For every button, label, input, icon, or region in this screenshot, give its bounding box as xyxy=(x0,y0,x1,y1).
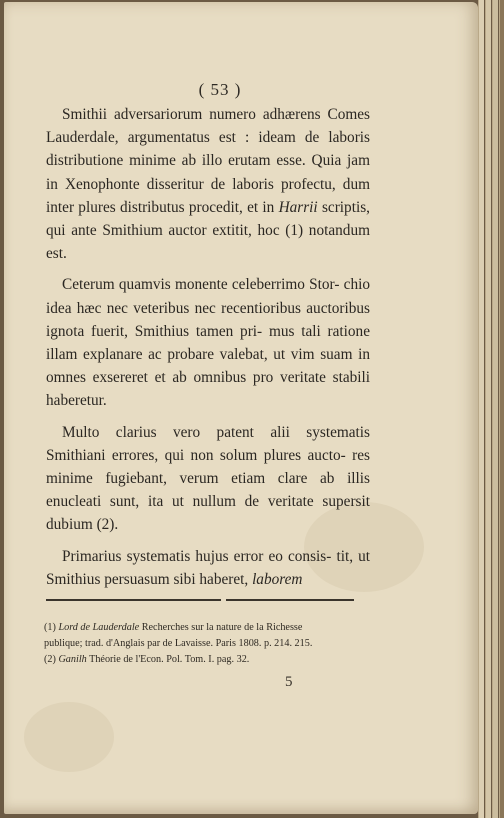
paragraph xyxy=(46,421,370,537)
text-line: ab omnibus pro veritate stabili haberetur. xyxy=(46,369,371,410)
text-line: valebat, ut vim suam in omnes exsereret et xyxy=(46,346,370,387)
text-line: tit, ut Smithius persuasum sibi haberet, xyxy=(46,547,371,588)
footnote-1-cont: publique; trad. d'Anglais par de Lavaisse. Paris 1808. p. 214. 215. xyxy=(44,638,313,649)
text-line: laboris distributione minime ab illo erutam esse. xyxy=(46,129,370,170)
body-text xyxy=(46,103,370,599)
page-edge xyxy=(478,0,484,818)
text-line: et in xyxy=(247,198,279,216)
signature-mark: 5 xyxy=(285,674,293,690)
footnote-text: Théorie de l'Econ. Pol. Tom. I. pag. 32. xyxy=(86,654,250,665)
text-line: Ceterum quamvis monente celeberrimo Stor- xyxy=(62,276,340,294)
text-line: scriptis, qui ante Smithium auctor xyxy=(46,198,370,240)
footnote-2 xyxy=(44,652,374,668)
footnote-text: Recherches sur la nature de la Richesse xyxy=(139,622,303,633)
text-line: Multo clarius vero patent alii systematis xyxy=(62,423,370,441)
footnote-mark: (1) xyxy=(44,622,59,633)
page-edge xyxy=(485,0,491,818)
footnote-1 xyxy=(44,620,374,636)
text-line: extitit, hoc (1) notandum est. xyxy=(46,222,370,263)
rule-line xyxy=(226,599,354,601)
text-line: supersit dubium (2). xyxy=(46,493,371,534)
text-line: Comes Lauderdale, argumentatus est : ideam de xyxy=(46,106,371,147)
paper-stain xyxy=(24,702,114,772)
book-cover-edge xyxy=(499,0,504,818)
footnote-author: Ganilh xyxy=(58,654,87,665)
paragraph xyxy=(46,103,370,265)
text-line: profectu, dum inter plures distributus procedit, xyxy=(46,175,370,216)
text-line: auctoribus ignota fuerit, Smithius tamen pri- xyxy=(46,299,370,340)
paragraph xyxy=(46,273,370,412)
text-line: Quia jam in Xenophonte disseritur de laboris xyxy=(46,152,370,193)
footnotes xyxy=(44,620,374,668)
text-line: Primarius systematis hujus error eo consis- xyxy=(62,547,332,565)
text-line: illis enucleati sunt, ita ut nullum de veritate xyxy=(46,470,371,511)
text-line: res minime fugiebant, verum etiam clare ab xyxy=(46,446,371,488)
text-line: chio idea hæc nec veteribus nec recentioribus xyxy=(46,276,370,317)
text-line: mus tali ratione illam explanare ac probare xyxy=(46,322,370,364)
rule-line xyxy=(46,599,221,601)
emphasized-word: laborem xyxy=(252,570,303,588)
footnote-mark: (2) xyxy=(44,654,59,665)
paragraph xyxy=(46,545,370,591)
text-line: Smithii adversariorum numero adhærens xyxy=(62,106,321,123)
footnote-author: Lord de Lauderdale xyxy=(58,622,140,633)
page-edge xyxy=(492,0,498,818)
footnote-separator xyxy=(46,599,354,603)
text-line: Smithiani errores, qui non solum plures aucto- xyxy=(46,446,346,464)
page-number: ( 53 ) xyxy=(198,80,242,99)
author-name: Harrii xyxy=(278,198,318,216)
